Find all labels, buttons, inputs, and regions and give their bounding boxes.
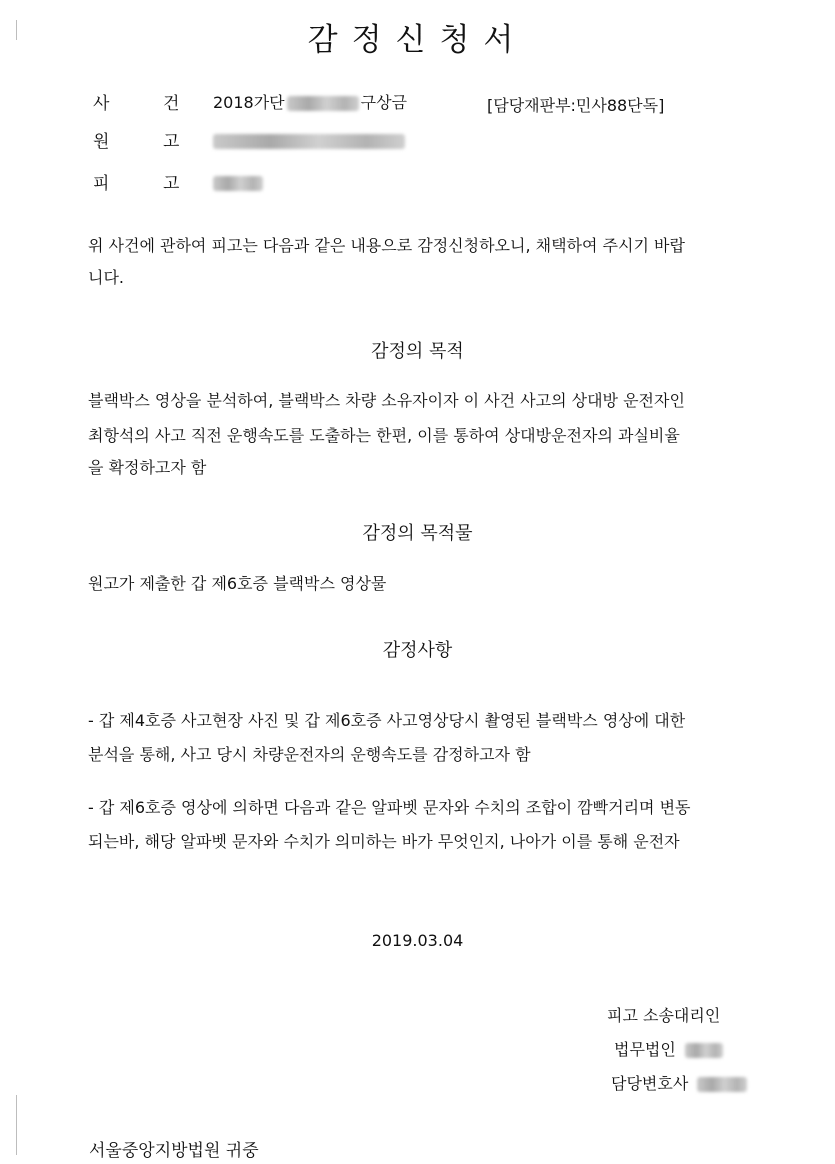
plaintiff-label-char-2: 고 [163, 132, 180, 152]
case-number [213, 90, 407, 113]
lawyer-label: 담당변호사 [611, 1074, 689, 1093]
object-heading: 감정의 목적물 [362, 523, 473, 544]
intro-line-2: 니다. [88, 268, 124, 287]
case-type: 구상금 [360, 93, 408, 112]
signature-line-3 [611, 1071, 747, 1094]
case-label-char-2: 건 [163, 94, 180, 114]
defendant-label-char-2: 고 [163, 174, 180, 194]
court-addressee: 서울중앙지방법원 귀중 [89, 1141, 259, 1161]
purpose-line-2: 최항석의 사고 직전 운행속도를 도출하는 한편, 이를 통하여 상대방운전자의 과실비율 [88, 426, 680, 445]
item1-line-2: 분석을 통해, 사고 당시 차량운전자의 운행속도를 감정하고자 함 [88, 745, 531, 764]
case-number-prefix: 2018가단 [213, 93, 285, 112]
redacted-lawyer-name [697, 1077, 747, 1092]
intro-line-1: 위 사건에 관하여 피고는 다음과 같은 내용으로 감정신청하오니, 채택하여 주시기 바랍 [88, 236, 685, 255]
redacted-plaintiff-name [213, 131, 405, 150]
object-line-1: 원고가 제출한 갑 제6호증 블랙박스 영상물 [88, 574, 387, 593]
purpose-line-3: 을 확정하고자 함 [88, 458, 207, 477]
redacted-defendant-name [213, 173, 263, 192]
signature-line-2 [614, 1037, 723, 1060]
law-firm-label: 법무법인 [614, 1040, 676, 1059]
signature-line-1: 피고 소송대리인 [607, 1006, 721, 1025]
division-label: [담당재판부:민사88단독] [487, 96, 665, 115]
purpose-line-1: 블랙박스 영상을 분석하여, 블랙박스 차량 소유자이자 이 사건 사고의 상대방 운전자인 [88, 391, 685, 410]
item2-line-1: - 갑 제6호증 영상에 의하면 다음과 같은 알파벳 문자와 수치의 조합이 깜빡거리며 변동 [88, 798, 691, 817]
purpose-heading: 감정의 목적 [371, 341, 464, 362]
document-title: 감정신청서 [307, 22, 528, 58]
redacted-law-firm [685, 1043, 723, 1058]
item1-line-1: - 갑 제4호증 사고현장 사진 및 갑 제6호증 사고영상당시 촬영된 블랙박스 영상에 대한 [88, 711, 686, 730]
redacted-case-number [287, 96, 359, 111]
defendant-label-char-1: 피 [93, 174, 110, 194]
item2-line-2: 되는바, 해당 알파벳 문자와 수치가 의미하는 바가 무엇인지, 나아가 이를 통해 운전자 [88, 832, 680, 851]
plaintiff-label-char-1: 원 [93, 132, 110, 152]
scan-edge-mark [16, 1095, 17, 1155]
items-heading: 감정사항 [382, 640, 453, 661]
document-date: 2019.03.04 [371, 931, 464, 950]
case-label-char-1: 사 [93, 94, 110, 114]
